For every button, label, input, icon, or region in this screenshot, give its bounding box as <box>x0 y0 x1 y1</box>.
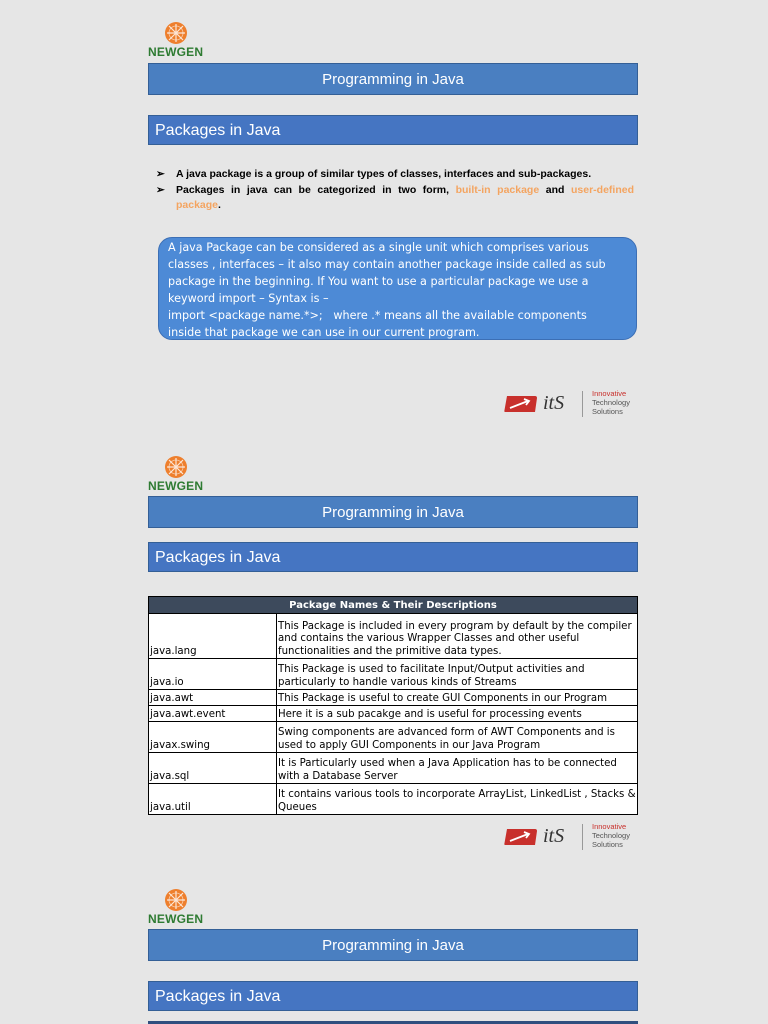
section-title: Packages in Java <box>148 115 638 145</box>
table-header: Package Names & Their Descriptions <box>149 597 638 614</box>
user-defined-package-highlight: user-defined package <box>176 184 634 211</box>
page-title: Programming in Java <box>148 929 638 961</box>
logo-text: NEWGEN <box>148 479 204 493</box>
bullet-text-and: and <box>545 184 565 196</box>
bullet-arrow-icon: ➢ <box>156 168 165 180</box>
package-name: java.io <box>149 659 277 690</box>
built-in-package-highlight: built-in package <box>455 184 540 196</box>
package-name: java.sql <box>149 753 277 784</box>
logo-text: NEWGEN <box>148 912 204 926</box>
callout-line: package in the beginning. If You want to use a particular package we use a <box>168 275 589 288</box>
its-text: itS <box>543 825 565 847</box>
its-tagline-line: Technology <box>592 831 630 840</box>
section-title: Packages in Java <box>148 981 638 1011</box>
desc-line: Here it is a sub pacakge and is useful for processing events <box>278 708 582 720</box>
orange-globe-icon <box>165 889 187 911</box>
page-title: Programming in Java <box>148 496 638 528</box>
callout-line: inside that package we can use in our current program. <box>168 326 480 339</box>
desc-line: This Package is used to facilitate Input/Output activities and <box>278 664 585 675</box>
package-name: java.awt <box>149 690 277 706</box>
package-name: java.lang <box>149 614 277 659</box>
its-tagline-line: Innovative <box>592 389 627 398</box>
callout-line: classes , interfaces – it also may contain another package inside called as sub <box>168 258 606 271</box>
desc-line: It is Particularly used when a Java Application has to be connected <box>278 758 617 769</box>
desc-line: particularly to handle various kinds of Streams <box>278 676 517 688</box>
bullet-arrow-icon: ➢ <box>156 184 165 196</box>
desc-line: used to apply GUI Components in our Java Program <box>278 739 541 751</box>
its-tagline-line: Technology <box>592 398 630 407</box>
desc-line: It contains various tools to incorporate ArrayList, LinkedList , Stacks & <box>278 789 636 800</box>
its-text: itS <box>543 392 565 414</box>
package-name: javax.swing <box>149 722 277 753</box>
callout-line: keyword import – Syntax is – <box>168 292 329 305</box>
callout-line: A java Package can be considered as a single unit which comprises various <box>168 241 589 254</box>
desc-line: functionalities and the primitive data types. <box>278 645 502 657</box>
package-name: java.util <box>149 784 277 815</box>
its-tagline-line: Solutions <box>592 840 623 849</box>
desc-line: Queues <box>278 801 317 813</box>
desc-line: This Package is included in every program by default by the compiler <box>278 620 632 632</box>
desc-line: Swing components are advanced form of AWT Components and is <box>278 727 615 738</box>
logo-text: NEWGEN <box>148 45 204 59</box>
bullet-text: Packages in java can be categorized in two form, <box>176 184 450 196</box>
its-tagline-line: Innovative <box>592 822 627 831</box>
callout-line: import <package name.*>; where .* means all the available components <box>168 309 587 322</box>
desc-line: This Package is useful to create GUI Components in our Program <box>278 692 607 704</box>
package-name: java.awt.event <box>149 706 277 722</box>
desc-line: with a Database Server <box>278 770 398 782</box>
newgen-logo <box>148 889 208 929</box>
desc-line: and contains the various Wrapper Classes and other useful <box>278 633 580 644</box>
its-tagline-line: Solutions <box>592 407 623 416</box>
bullet-text: A java package is a group of similar types of classes, interfaces and sub-packages. <box>176 168 592 180</box>
section-title: Packages in Java <box>148 542 638 572</box>
page-title: Programming in Java <box>148 63 638 95</box>
bullet-end: . <box>218 199 221 211</box>
